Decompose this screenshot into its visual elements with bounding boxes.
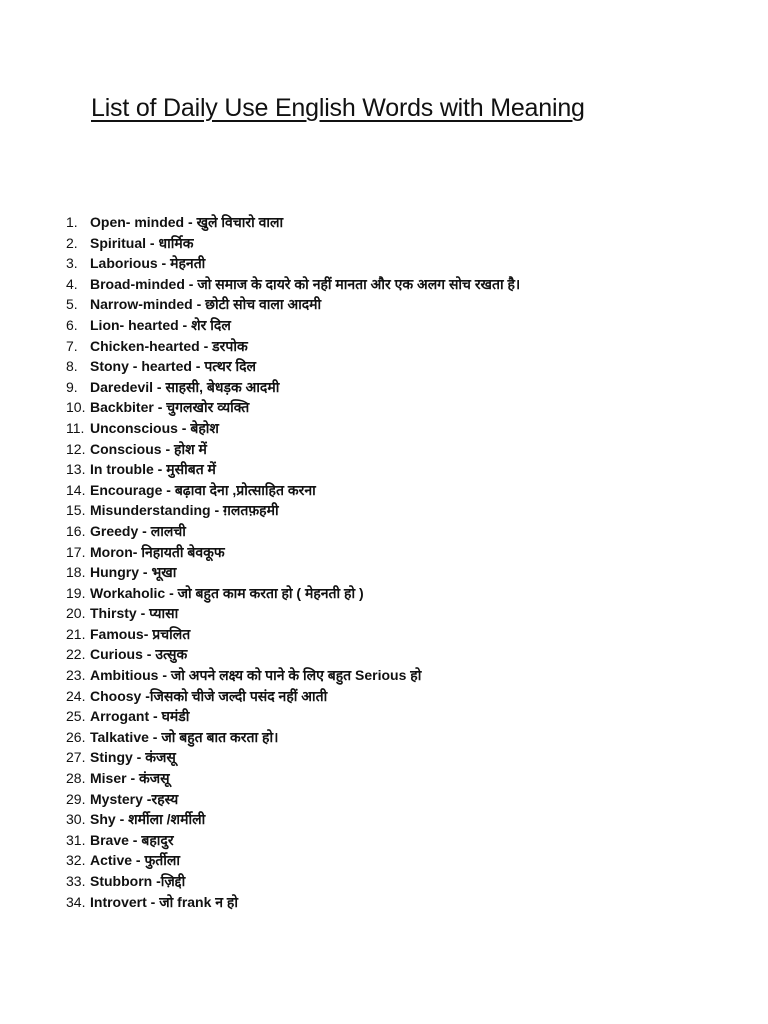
list-item <box>66 603 746 624</box>
list-item <box>66 871 746 892</box>
item-number: 25. <box>66 708 86 725</box>
separator: - <box>115 811 129 828</box>
list-item <box>66 727 746 748</box>
list-item <box>66 336 746 357</box>
list-item <box>66 521 746 542</box>
separator: - <box>152 873 161 889</box>
separator: - <box>184 214 197 230</box>
item-number: 20. <box>66 605 86 622</box>
separator: - <box>184 275 198 292</box>
item-number: 34. <box>66 893 86 910</box>
item-number: 18. <box>66 564 86 581</box>
english-word: Stubborn <box>90 873 153 889</box>
list-item <box>66 274 746 295</box>
item-number: 8. <box>66 358 78 375</box>
english-word: Miser <box>90 770 127 787</box>
english-word: Unconscious <box>90 419 178 436</box>
separator: - <box>128 831 142 848</box>
english-word: Active <box>90 852 133 869</box>
word-list <box>66 212 746 912</box>
hindi-meaning: भूखा <box>151 564 177 581</box>
item-number: 26. <box>66 728 86 745</box>
english-word: Thirsty <box>90 605 137 622</box>
hindi-meaning: जो frank न हो <box>159 893 238 910</box>
item-number: 33. <box>66 873 86 889</box>
hindi-meaning: पत्थर दिल <box>204 358 257 375</box>
hindi-meaning: उत्सुक <box>155 646 188 663</box>
hindi-meaning: प्रचलित <box>152 625 191 642</box>
hindi-meaning: छोटी सोच वाला आदमी <box>205 296 322 313</box>
item-number: 19. <box>66 584 86 601</box>
separator: - <box>157 255 171 272</box>
english-word: Choosy <box>90 687 142 704</box>
hindi-meaning: जो अपने लक्ष्य को पाने के लिए बहुत Serious हो <box>170 667 422 684</box>
english-word: Moron <box>90 543 133 560</box>
list-item <box>66 542 746 563</box>
item-number: 29. <box>66 790 86 807</box>
english-word: Ambitious <box>90 667 159 684</box>
hindi-meaning: जो बहुत बात करता हो। <box>161 728 279 745</box>
item-number: 21. <box>66 625 86 642</box>
item-number: 30. <box>66 811 86 828</box>
item-number: 7. <box>66 337 78 354</box>
english-word: In trouble <box>90 461 154 478</box>
hindi-meaning: बहादुर <box>141 831 174 848</box>
separator: - <box>192 296 206 313</box>
list-item <box>66 418 746 439</box>
hindi-meaning: निहायती बेवकूफ <box>141 543 225 560</box>
item-number: 3. <box>66 255 78 272</box>
item-number: 15. <box>66 502 86 519</box>
item-number: 28. <box>66 770 86 787</box>
list-item <box>66 377 746 398</box>
separator: - <box>191 358 205 375</box>
hindi-meaning: धार्मिक <box>158 234 194 251</box>
item-number: 5. <box>66 296 78 313</box>
separator: - <box>132 543 142 560</box>
hindi-meaning: जो समाज के दायरे को नहीं मानता और एक अलग सोच रखता है। <box>197 275 521 292</box>
separator: - <box>132 852 145 869</box>
english-word: Shy <box>90 811 116 828</box>
hindi-meaning: घमंडी <box>161 708 190 725</box>
hindi-meaning: डरपोक <box>212 337 248 354</box>
english-word: Hungry <box>90 564 139 581</box>
hindi-meaning: ज़िद्दी <box>160 873 186 889</box>
english-word: Chicken-hearted <box>90 337 200 354</box>
separator: - <box>148 728 162 745</box>
hindi-meaning: लालची <box>150 522 186 539</box>
list-item <box>66 789 746 810</box>
list-item <box>66 397 746 418</box>
list-item <box>66 315 746 336</box>
hindi-meaning: कंजसू <box>145 749 176 766</box>
item-number: 22. <box>66 646 86 663</box>
separator: - <box>132 749 146 766</box>
list-item <box>66 644 746 665</box>
separator: - <box>136 605 150 622</box>
english-word: Stony - hearted <box>90 358 192 375</box>
list-item <box>66 459 746 480</box>
separator: - <box>142 646 156 663</box>
item-number: 14. <box>66 481 86 498</box>
separator: - <box>143 625 153 642</box>
item-number: 16. <box>66 522 86 539</box>
english-word: Narrow-minded <box>90 296 193 313</box>
english-word: Open- minded <box>90 214 185 230</box>
item-number: 12. <box>66 440 86 457</box>
item-number: 31. <box>66 831 86 848</box>
page-title: List of Daily Use English Words with Meaning <box>91 94 585 122</box>
list-item <box>66 686 746 707</box>
item-number: 2. <box>66 234 78 251</box>
item-number: 11. <box>66 419 85 436</box>
hindi-meaning: शेर दिल <box>191 316 231 333</box>
separator: - <box>146 893 160 910</box>
english-word: Talkative <box>90 728 149 745</box>
item-number: 27. <box>66 749 86 766</box>
separator: - <box>177 419 191 436</box>
list-item <box>66 212 746 233</box>
english-word: Misunderstanding <box>90 502 211 519</box>
separator: - <box>153 461 167 478</box>
hindi-meaning: शर्मीला /शर्मीली <box>128 811 206 828</box>
english-word: Backbiter <box>90 399 154 416</box>
list-item <box>66 624 746 645</box>
list-item <box>66 850 746 871</box>
list-item <box>66 233 746 254</box>
item-number: 9. <box>66 378 78 395</box>
list-item <box>66 500 746 521</box>
hindi-meaning: बेहोश <box>190 419 219 436</box>
english-word: Spiritual <box>90 234 147 251</box>
item-number: 4. <box>66 275 78 292</box>
list-item <box>66 665 746 686</box>
item-number: 17. <box>66 543 86 560</box>
separator: - <box>161 440 175 457</box>
item-number: 13. <box>66 461 86 478</box>
item-number: 32. <box>66 852 86 869</box>
english-word: Broad-minded <box>90 275 185 292</box>
english-word: Curious <box>90 646 143 663</box>
separator: - <box>142 790 152 807</box>
hindi-meaning: चुगलखोर व्यक्ति <box>166 399 250 416</box>
english-word: Daredevil <box>90 378 154 395</box>
item-number: 10. <box>66 399 86 416</box>
list-item <box>66 294 746 315</box>
list-item <box>66 768 746 789</box>
english-word: Workaholic <box>90 584 166 601</box>
hindi-meaning: ग़लतफ़हमी <box>223 502 279 519</box>
hindi-meaning: फुर्तीला <box>144 852 181 869</box>
hindi-meaning: जो बहुत काम करता हो ( मेहनती हो ) <box>177 584 364 601</box>
english-word: Arrogant <box>90 708 150 725</box>
hindi-meaning: मुसीबत में <box>166 461 216 478</box>
separator: - <box>141 687 150 704</box>
list-item <box>66 706 746 727</box>
separator: - <box>138 522 151 539</box>
item-number: 1. <box>66 214 78 230</box>
english-word: Introvert <box>90 893 147 910</box>
english-word: Lion- hearted <box>90 316 179 333</box>
hindi-meaning: मेहनती <box>170 255 206 272</box>
separator: - <box>126 770 140 787</box>
separator: - <box>165 584 178 601</box>
list-item <box>66 892 746 913</box>
english-word: Famous <box>90 625 144 642</box>
english-word: Brave <box>90 831 129 848</box>
english-word: Greedy <box>90 522 139 539</box>
hindi-meaning: होश में <box>174 440 207 457</box>
english-word: Laborious <box>90 255 158 272</box>
list-item <box>66 356 746 377</box>
separator: - <box>210 502 224 519</box>
list-item <box>66 439 746 460</box>
hindi-meaning: साहसी, बेधड़क आदमी <box>165 378 280 395</box>
item-number: 23. <box>66 667 86 684</box>
english-word: Stingy <box>90 749 133 766</box>
english-word: Encourage <box>90 481 163 498</box>
english-word: Mystery <box>90 790 143 807</box>
separator: - <box>149 708 162 725</box>
item-number: 6. <box>66 316 78 333</box>
separator: - <box>153 378 166 395</box>
hindi-meaning: रहस्य <box>151 790 179 807</box>
separator: - <box>162 481 175 498</box>
list-item <box>66 747 746 768</box>
separator: - <box>139 564 152 581</box>
list-item <box>66 562 746 583</box>
separator: - <box>146 234 159 251</box>
separator: - <box>199 337 213 354</box>
separator: - <box>153 399 167 416</box>
hindi-meaning: बढ़ावा देना ,प्रोत्साहित करना <box>174 481 316 498</box>
list-item <box>66 830 746 851</box>
separator: - <box>178 316 192 333</box>
english-word: Conscious <box>90 440 162 457</box>
separator: - <box>158 667 171 684</box>
list-item <box>66 583 746 604</box>
list-item <box>66 809 746 830</box>
list-item <box>66 253 746 274</box>
hindi-meaning: जिसको चीजे जल्दी पसंद नहीं आती <box>149 687 328 704</box>
list-item <box>66 480 746 501</box>
hindi-meaning: खुले विचारो वाला <box>196 214 284 230</box>
hindi-meaning: कंजसू <box>139 770 170 787</box>
hindi-meaning: प्यासा <box>149 605 179 622</box>
item-number: 24. <box>66 687 86 704</box>
